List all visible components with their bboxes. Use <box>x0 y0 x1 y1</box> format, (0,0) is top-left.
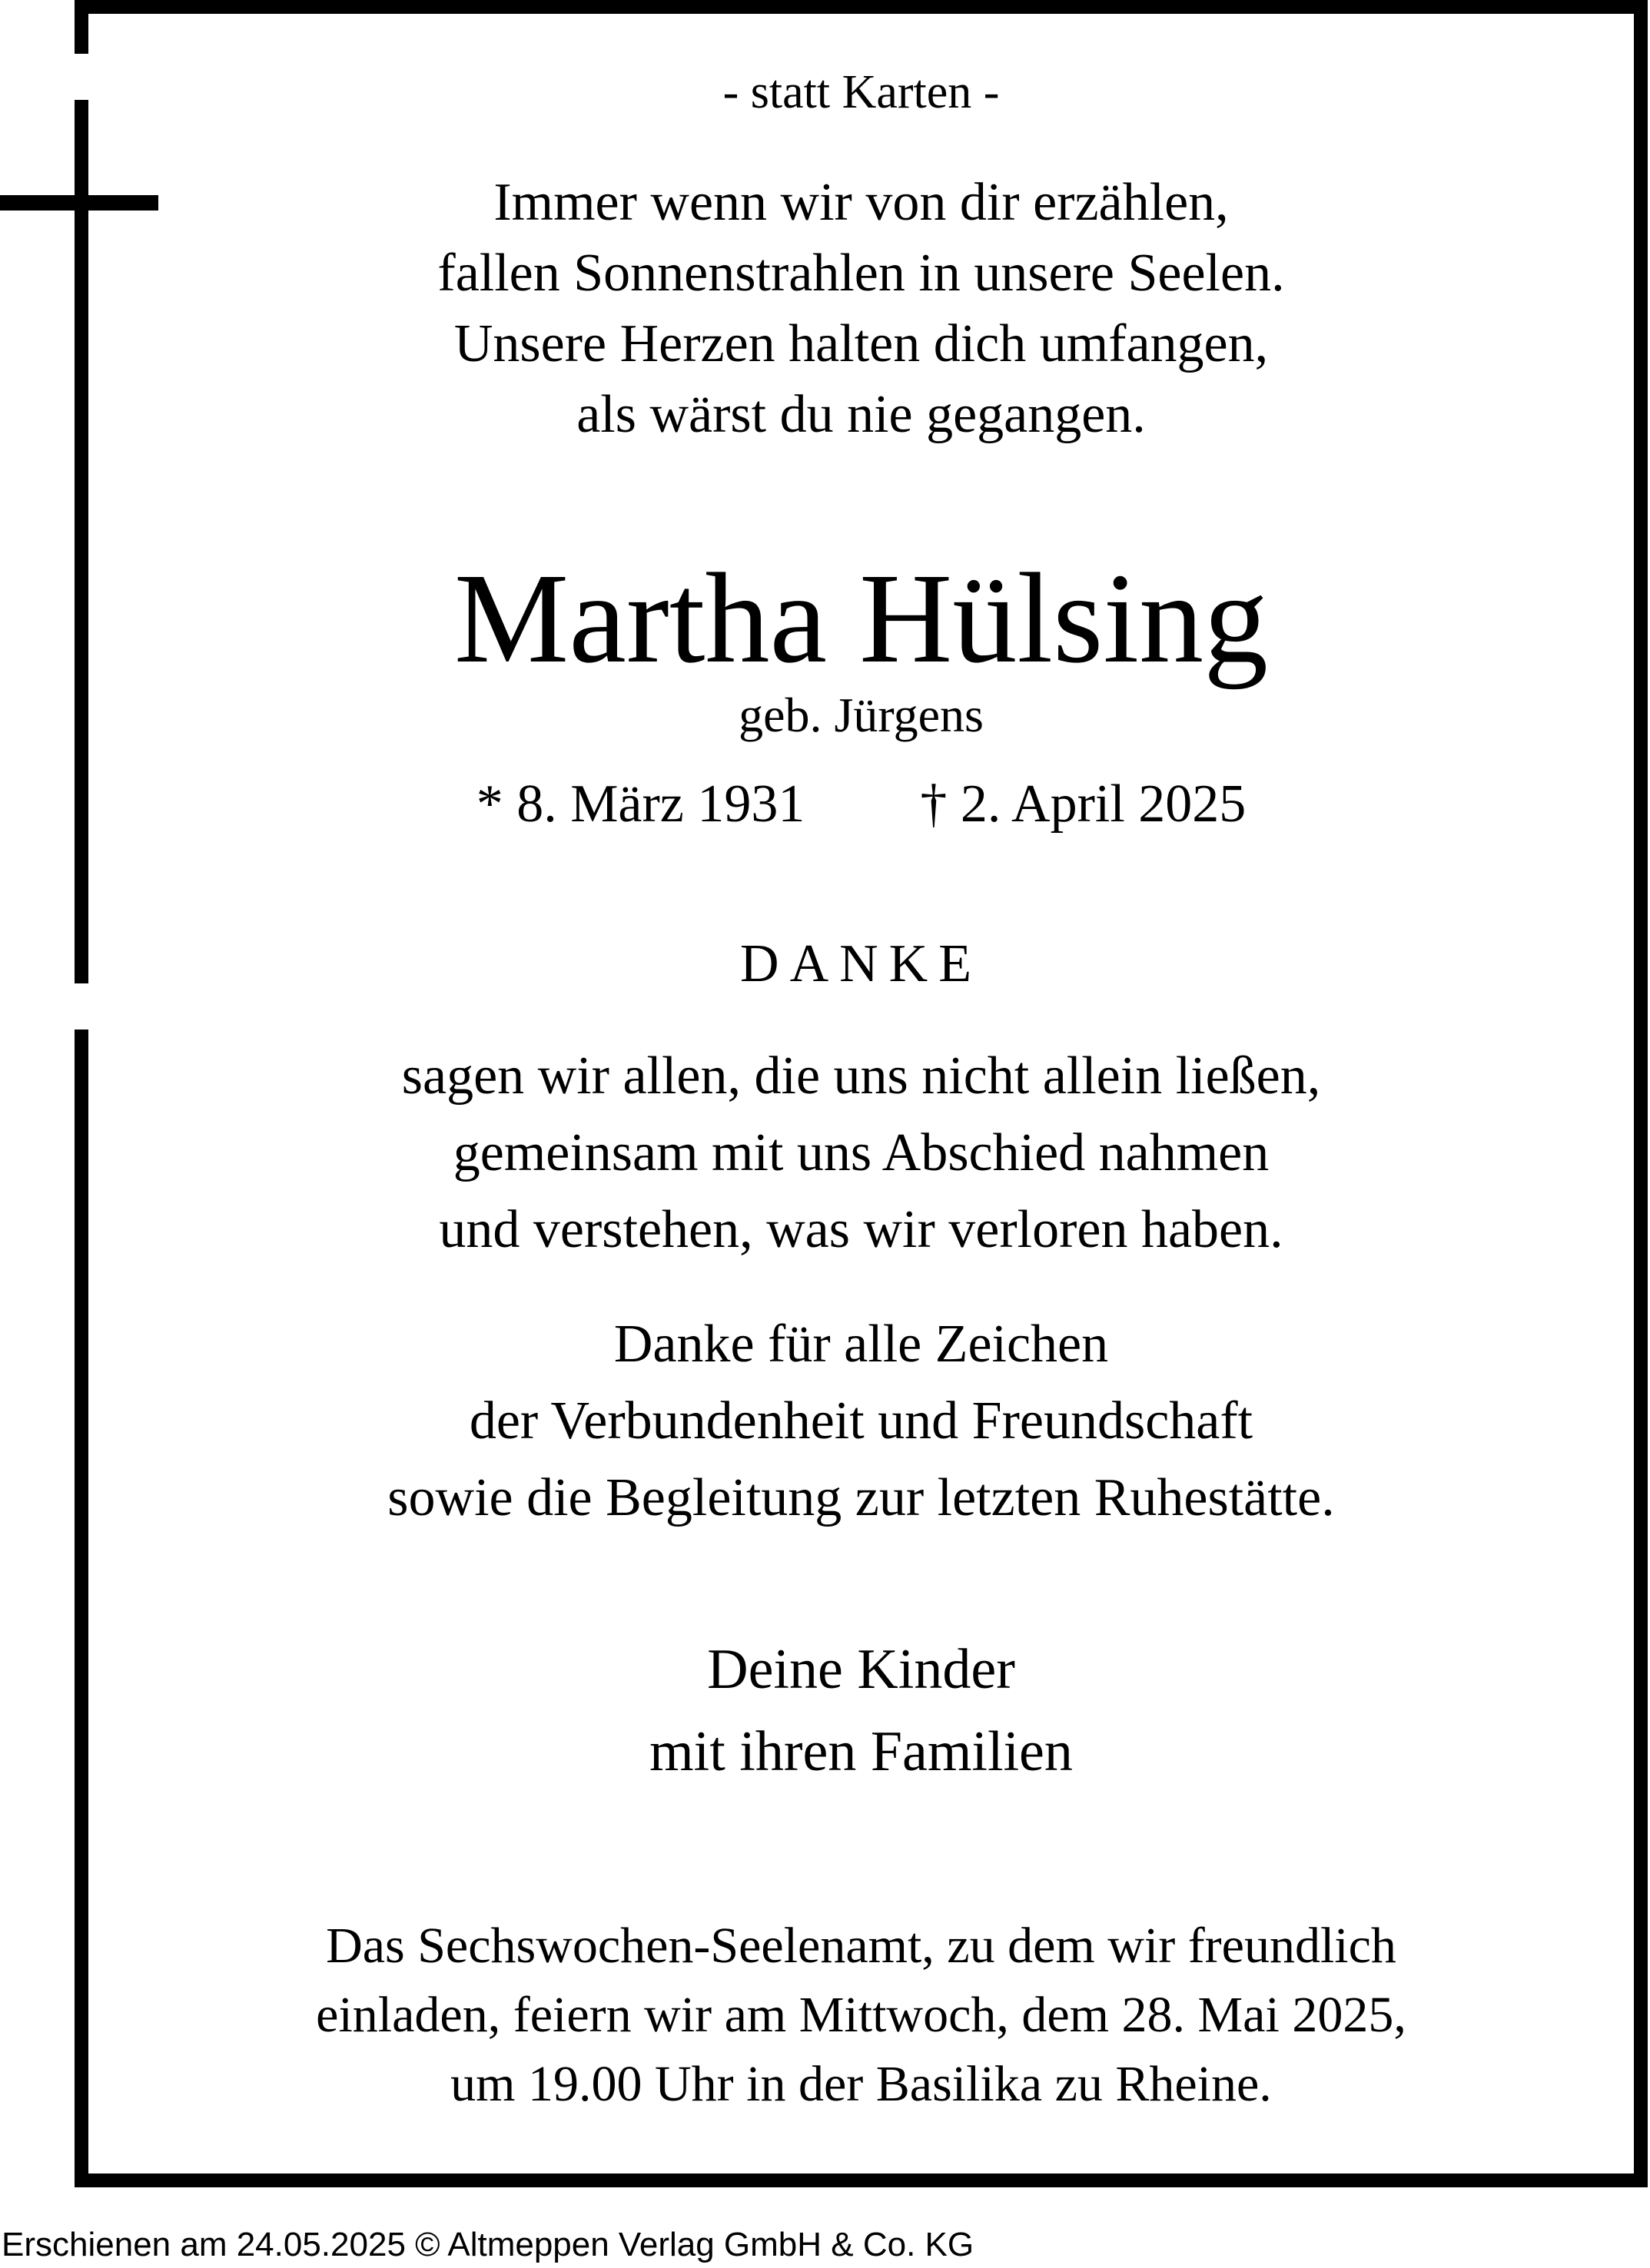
publication-footer: Erschienen am 24.05.2025 © Altmeppen Verlag GmbH & Co. KG <box>2 2226 974 2263</box>
thanks-line-3: und verstehen, was wir verloren haben. <box>439 1200 1283 1259</box>
birth-date: * 8. März 1931 <box>476 774 805 834</box>
closing-line-2: einladen, feiern wir am Mittwoch, dem 28. Mai 2025, <box>316 1987 1406 2043</box>
frame-border-right <box>1634 0 1648 2187</box>
poem-line-2: fallen Sonnenstrahlen in unsere Seelen. <box>437 244 1285 303</box>
signature-line-2: mit ihren Familien <box>649 1720 1073 1783</box>
closing-line-3: um 19.00 Uhr in der Basilika zu Rheine. <box>450 2056 1272 2112</box>
frame-border-left-bottom <box>75 1030 88 2187</box>
cross-vertical-bar <box>75 100 88 983</box>
statt-karten-label: - statt Karten - <box>722 66 1000 118</box>
thanks-line-5: der Verbundenheit und Freundschaft <box>469 1391 1253 1451</box>
thanks-line-1: sagen wir allen, die uns nicht allein ließen, <box>401 1046 1321 1106</box>
frame-border-top <box>75 0 1648 14</box>
poem-line-3: Unsere Herzen halten dich umfangen, <box>453 314 1269 373</box>
frame-border-left-top <box>75 0 88 54</box>
deceased-name: Martha Hülsing <box>453 547 1269 690</box>
thanks-line-2: gemeinsam mit uns Abschied nahmen <box>453 1123 1270 1182</box>
death-date: † 2. April 2025 <box>920 774 1247 834</box>
poem-line-1: Immer wenn wir von dir erzählen, <box>493 173 1229 232</box>
closing-line-1: Das Sechswochen-Seelenamt, zu dem wir freundlich <box>326 1918 1396 1974</box>
life-dates <box>88 770 1634 839</box>
poem-line-4: als wärst du nie gegangen. <box>576 385 1146 444</box>
maiden-name: geb. Jürgens <box>739 688 984 742</box>
signature-line-1: Deine Kinder <box>707 1638 1015 1701</box>
danke-heading: DANKE <box>740 934 982 993</box>
thanks-line-6: sowie die Begleitung zur letzten Ruhestätte. <box>387 1468 1335 1527</box>
frame-border-bottom <box>75 2174 1648 2187</box>
thanks-line-4: Danke für alle Zeichen <box>613 1315 1109 1374</box>
